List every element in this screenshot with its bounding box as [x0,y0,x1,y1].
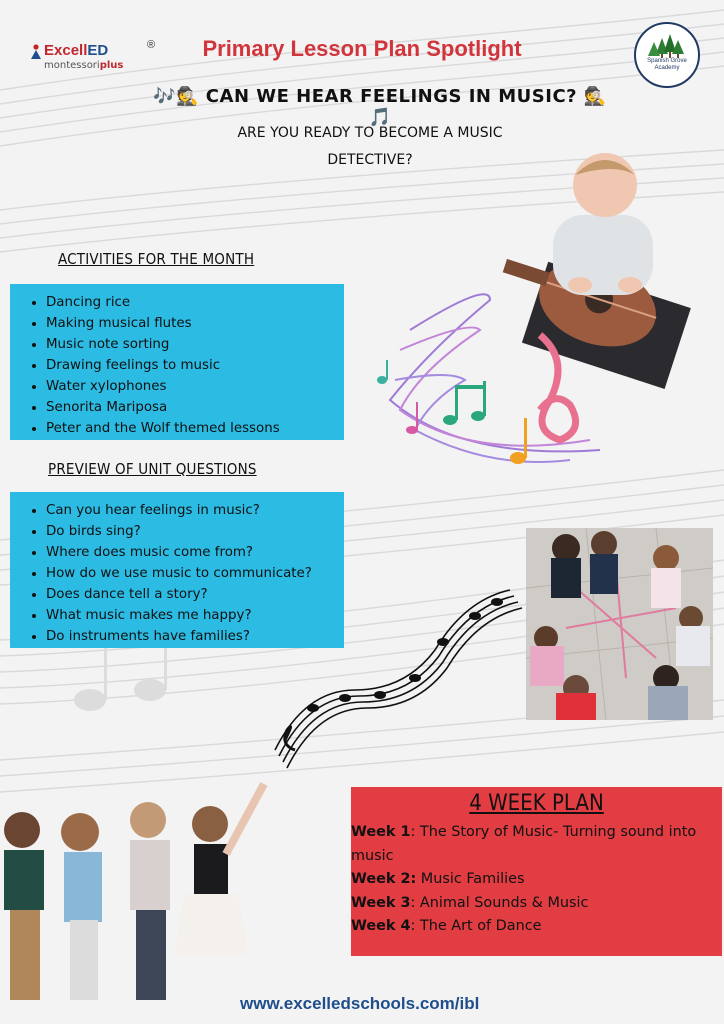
subhead-line-2: DETECTIVE? [327,152,413,168]
music-notes-swirl [370,290,610,490]
children-group-photo [0,770,280,1024]
headline-text: CAN WE HEAR FEELINGS IN MUSIC? [205,86,578,107]
list-item: • Where does music come from? [46,542,344,563]
musical-notes-icon: 🎶🕵 [153,86,200,107]
unit-subheading [200,120,540,174]
plan-title: 4 WEEK PLAN [469,791,604,816]
music-staff-icon [265,580,525,770]
logo-registered-mark: ® [147,39,156,51]
list-item: • Dancing rice [46,292,344,313]
website-link[interactable]: www.excelledschools.com/ibl [240,994,480,1013]
plan-week-4 [351,915,711,939]
activities-panel [10,284,344,440]
list-item: • How do we use music to communicate? [46,563,344,584]
spanish-grove-seal [634,22,700,88]
plan-week-1 [351,821,711,868]
list-item: • Do birds sing? [46,521,344,542]
subhead-line-1: ARE YOU READY TO BECOME A MUSIC [237,125,503,141]
tree-icon [636,26,698,60]
list-item: • Does dance tell a story? [46,584,344,605]
list-item: • Do instruments have families? [46,626,344,647]
list-item: • Music note sorting [46,334,344,355]
week-label: Week 1 [351,824,411,840]
plan-week-3 [351,892,711,916]
week-label: Week 2: [351,871,417,887]
list-item: • What music makes me happy? [46,605,344,626]
week-text: : The Story of Music- Turning sound into music [351,824,697,864]
logo-brand-main: Excell [44,42,88,59]
logo-sub-plus: plus [99,60,124,71]
week-text: : The Art of Dance [410,918,542,934]
page-title: Primary Lesson Plan Spotlight [202,36,522,61]
list-item: • Making musical flutes [46,313,344,334]
questions-title: PREVIEW OF UNIT QUESTIONS [48,460,257,478]
detective-icon: 🕵🎵 [368,86,607,128]
list-item: • Can you hear feelings in music? [46,500,344,521]
four-week-plan-panel [351,787,722,956]
week-text: Music Families [416,871,525,887]
list-item: • Peter and the Wolf themed lessons [46,418,344,439]
week-label: Week 3 [351,894,411,911]
list-item: • Drawing feelings to music [46,355,344,376]
seal-text: Spanish Grove Academy [647,58,687,71]
plan-list [351,821,711,939]
list-item: • Water xylophones [46,376,344,397]
treble-clef-icon [540,335,576,440]
week-text: : Animal Sounds & Music [410,894,589,911]
activities-title: ACTIVITIES FOR THE MONTH [58,250,255,268]
children-circle-photo [526,528,713,720]
activities-list [10,284,344,439]
logo-brand-ed: ED [87,42,109,59]
week-label: Week 4 [351,918,411,934]
plan-week-2 [351,868,711,892]
logo-sub-main: montessori [44,60,100,71]
list-item: • Senorita Mariposa [46,397,344,418]
